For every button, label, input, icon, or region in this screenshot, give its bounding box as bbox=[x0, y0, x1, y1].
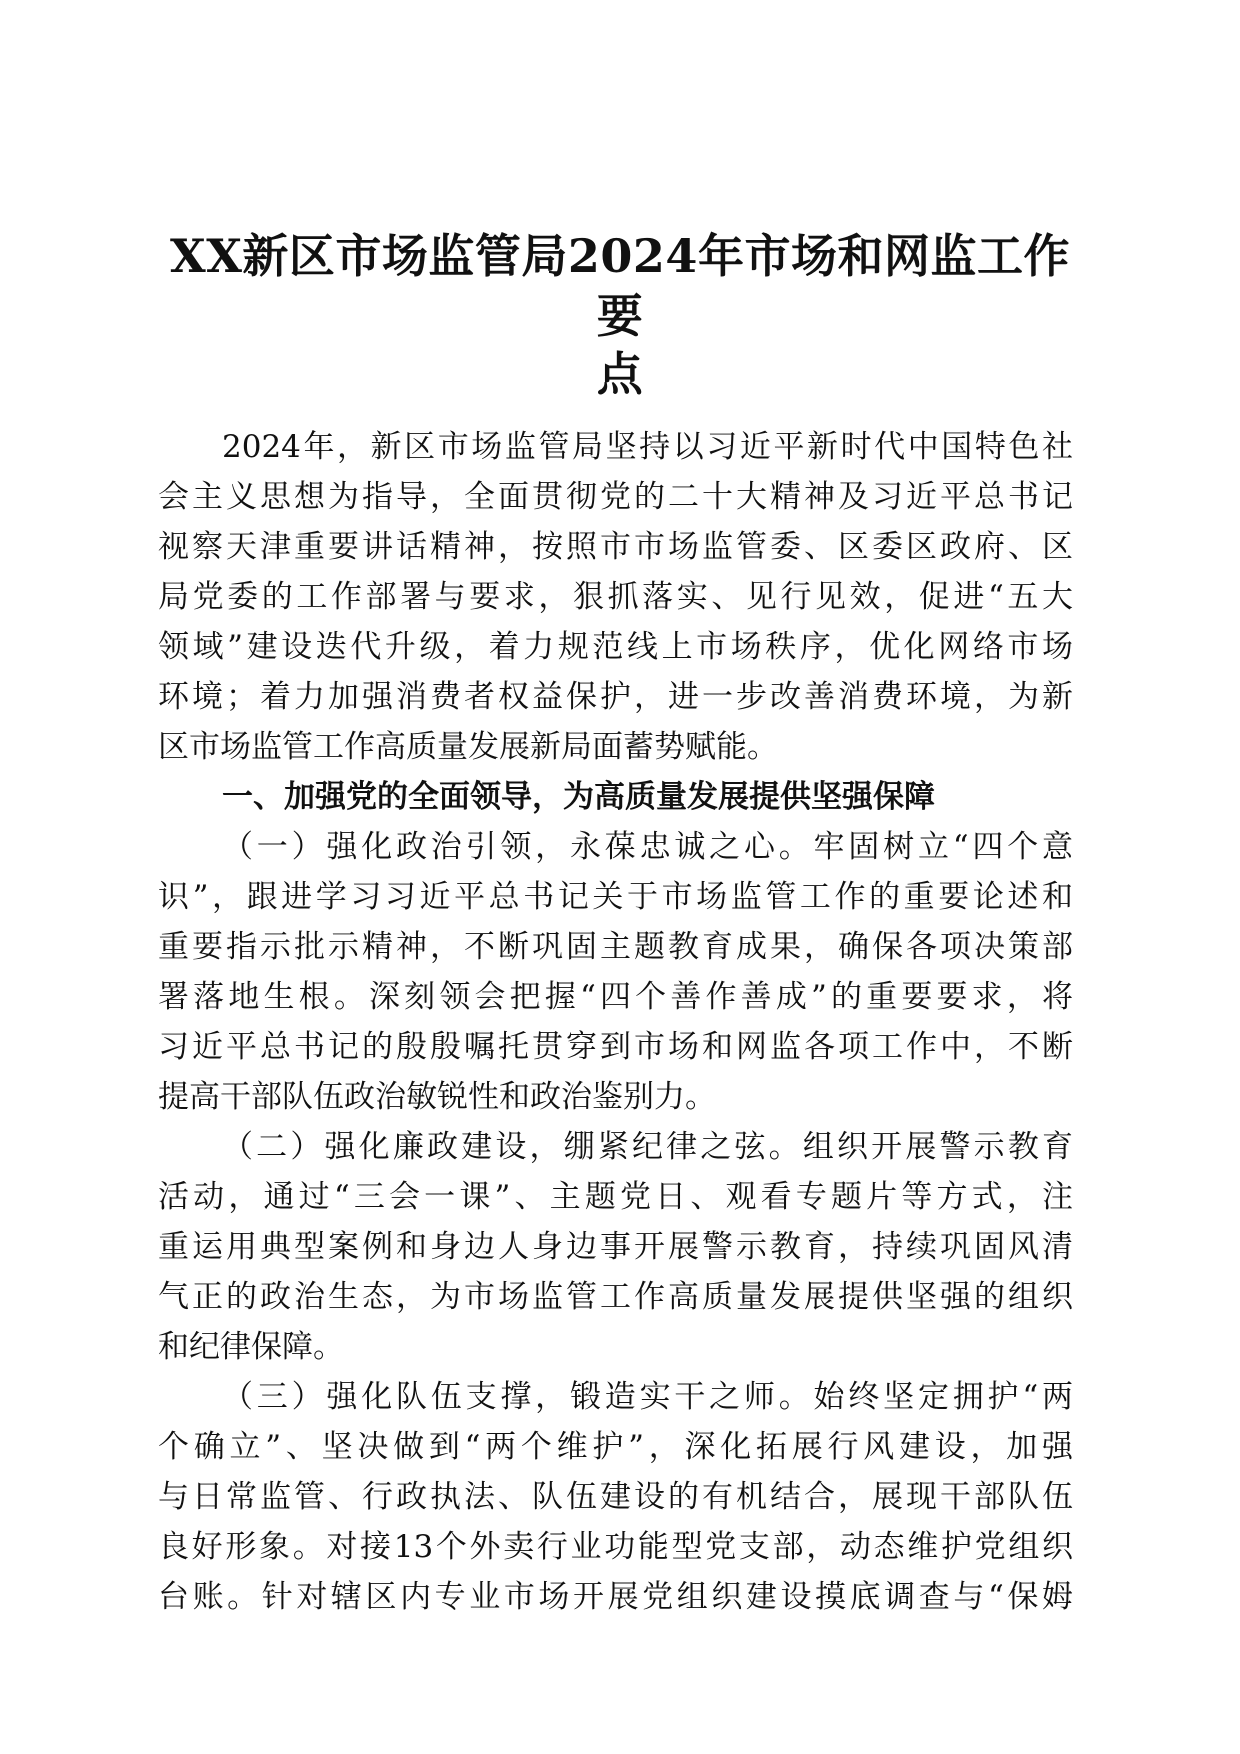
intro-line: 环境；着力加强消费者权益保护，进一步改善消费环境，为新 bbox=[158, 679, 1073, 715]
paragraph-line: 提高干部队伍政治敏锐性和政治鉴别力。 bbox=[158, 1079, 716, 1115]
intro-line: 局党委的工作部署与要求，狠抓落实、见行见效，促进“五大 bbox=[158, 579, 1073, 615]
intro-line: 领域”建设迭代升级，着力规范线上市场秩序，优化网络市场 bbox=[158, 629, 1073, 665]
paragraph-line: 和纪律保障。 bbox=[158, 1329, 344, 1365]
paragraph-line: 活动，通过“三会一课”、主题党日、观看专题片等方式，注 bbox=[158, 1179, 1073, 1215]
paragraph-line: （二）强化廉政建设，绷紧纪律之弦。组织开展警示教育 bbox=[222, 1129, 1073, 1165]
intro-line: 会主义思想为指导，全面贯彻党的二十大精神及习近平总书记 bbox=[158, 479, 1073, 515]
paragraph-line: 习近平总书记的殷殷嘱托贯穿到市场和网监各项工作中，不断 bbox=[158, 1029, 1073, 1065]
paragraph-line: （三）强化队伍支撑，锻造实干之师。始终坚定拥护“两 bbox=[222, 1379, 1073, 1415]
intro-line: 区市场监管工作高质量发展新局面蓄势赋能。 bbox=[158, 729, 778, 765]
paragraph-line: 署落地生根。深刻领会把握“四个善作善成”的重要要求，将 bbox=[158, 979, 1073, 1015]
paragraph-line: 与日常监管、行政执法、队伍建设的有机结合，展现干部队伍 bbox=[158, 1479, 1073, 1515]
paragraph-line: 台账。针对辖区内专业市场开展党组织建设摸底调查与“保姆 bbox=[158, 1579, 1073, 1615]
section-heading: 一、加强党的全面领导，为高质量发展提供坚强保障 bbox=[222, 779, 935, 815]
paragraph-line: （一）强化政治引领，永葆忠诚之心。牢固树立“四个意 bbox=[222, 829, 1073, 865]
paragraph-line: 良好形象。对接13个外卖行业功能型党支部，动态维护党组织 bbox=[158, 1529, 1073, 1565]
document-title-line-1: XX新区市场监管局2024年市场和网监工作要 bbox=[170, 229, 1070, 343]
paragraph-line: 重要指示批示精神，不断巩固主题教育成果，确保各项决策部 bbox=[158, 929, 1073, 965]
paragraph-line: 个确立”、坚决做到“两个维护”，深化拓展行风建设，加强 bbox=[158, 1429, 1073, 1465]
document-title-line-2: 点 bbox=[596, 347, 644, 401]
paragraph-line: 识”，跟进学习习近平总书记关于市场监管工作的重要论述和 bbox=[158, 879, 1073, 915]
intro-line: 2024年，新区市场监管局坚持以习近平新时代中国特色社 bbox=[222, 429, 1073, 465]
intro-line: 视察天津重要讲话精神，按照市市场监管委、区委区政府、区 bbox=[158, 529, 1073, 565]
paragraph-line: 气正的政治生态，为市场监管工作高质量发展提供坚强的组织 bbox=[158, 1279, 1073, 1315]
paragraph-line: 重运用典型案例和身边人身边事开展警示教育，持续巩固风清 bbox=[158, 1229, 1073, 1265]
